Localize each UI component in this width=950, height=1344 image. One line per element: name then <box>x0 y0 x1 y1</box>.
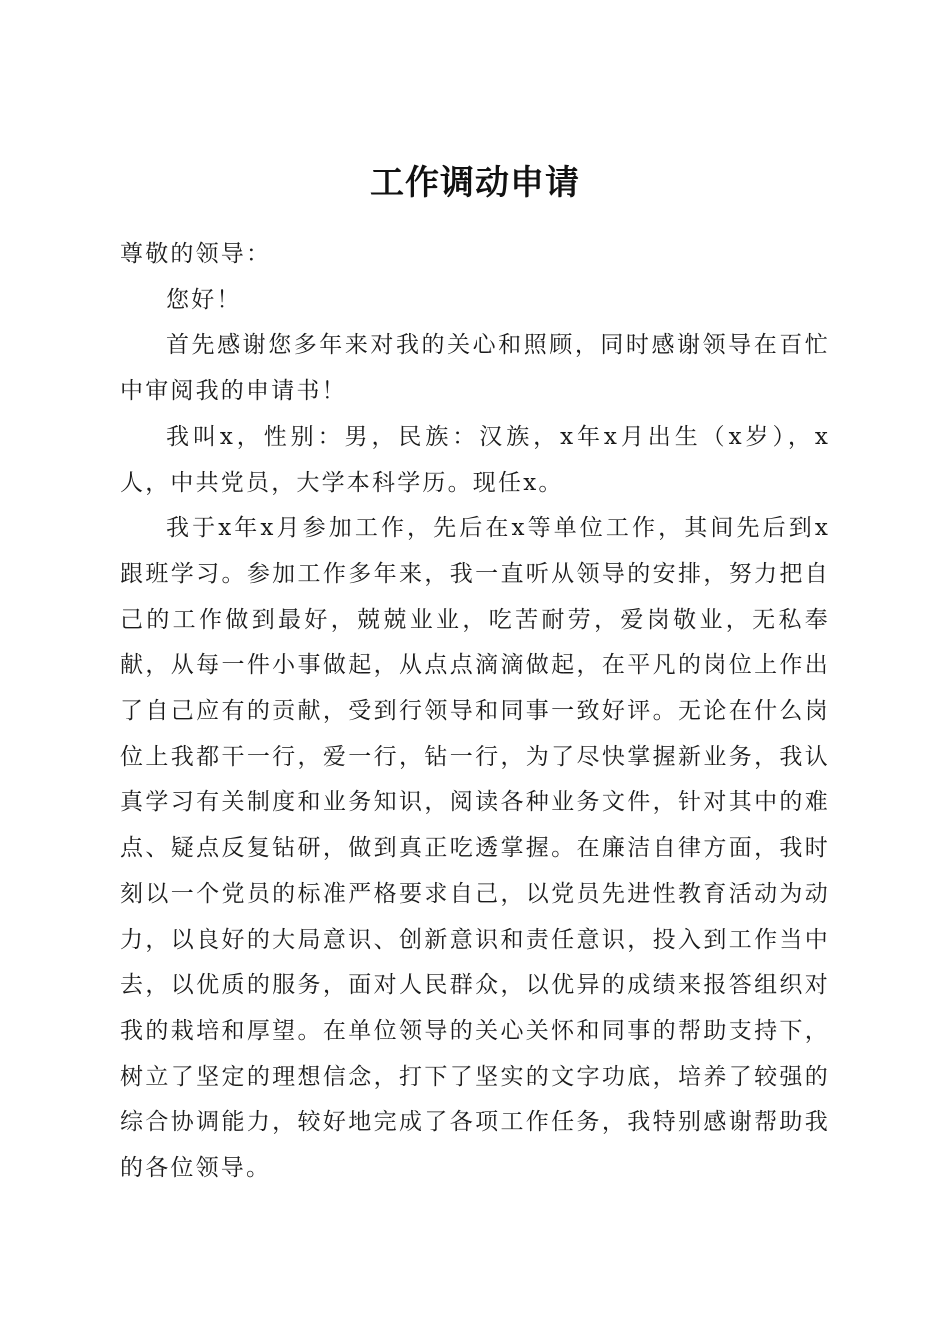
document-body <box>120 232 830 1192</box>
paragraph-work-history: 我于x年x月参加工作，先后在x等单位工作，其间先后到x跟班学习。参加工作多年来，我一直听从领导的安排，努力把自己的工作做到最好，兢兢业业，吃苦耐劳，爱岗敬业，无私奉献，从每一件小事做起，从点点滴滴做起，在平凡的岗位上作出了自己应有的贡献，受到行领导和同事一致好评。无论在什么岗位上我都干一行，爱一行，钻一行，为了尽快掌握新业务，我认真学习有关制度和业务知识，阅读各种业务文件，针对其中的难点、疑点反复钻研，做到真正吃透掌握。在廉洁自律方面，我时刻以一个党员的标准严格要求自己，以党员先进性教育活动为动力，以良好的大局意识、创新意识和责任意识，投入到工作当中去，以优质的服务，面对人民群众，以优异的成绩来报答组织对我的栽培和厚望。在单位领导的关心关怀和同事的帮助支持下，树立了坚定的理想信念，打下了坚实的文字功底，培养了较强的综合协调能力，较好地完成了各项工作任务，我特别感谢帮助我的各位领导。 <box>120 515 830 1182</box>
paragraph-thanks: 首先感谢您多年来对我的关心和照顾，同时感谢领导在百忙中审阅我的申请书！ <box>120 332 830 405</box>
greeting: 您好！ <box>166 286 242 313</box>
document-title: 工作调动申请 <box>370 162 580 203</box>
salutation: 尊敬的领导： <box>120 241 272 267</box>
paragraph-personal-info: 我叫x，性别：男，民族：汉族，x年x月出生（x岁），x人，中共党员，大学本科学历。现任x。 <box>120 423 830 496</box>
